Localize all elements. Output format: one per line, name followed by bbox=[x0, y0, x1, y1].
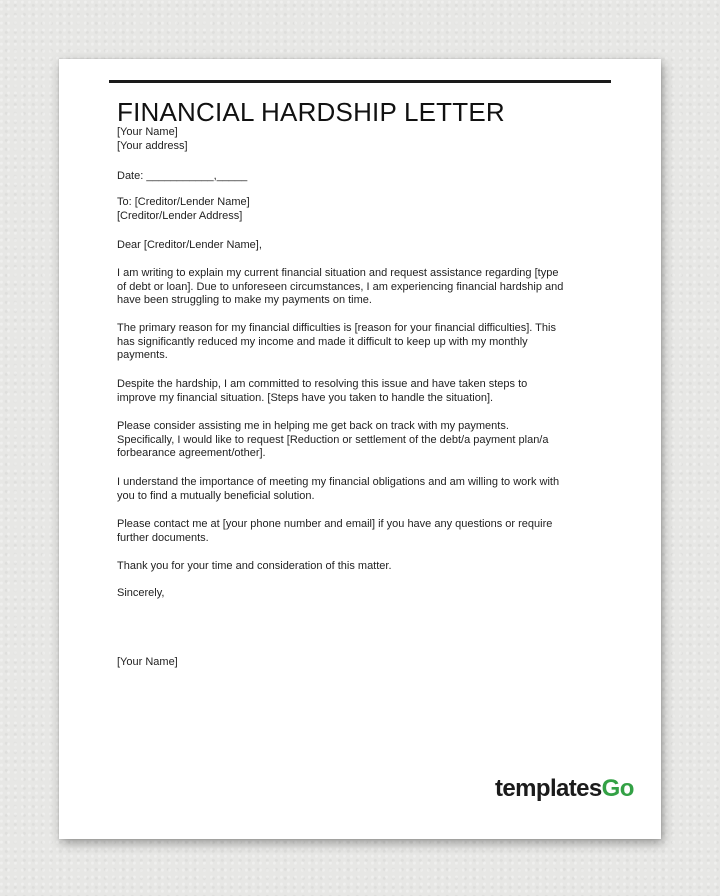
date-field: Date: ___________,_____ bbox=[117, 170, 248, 182]
sender-name: [Your Name] bbox=[117, 126, 178, 138]
sender-address: [Your address] bbox=[117, 139, 188, 152]
sender-block bbox=[117, 126, 603, 153]
letter-page bbox=[59, 59, 661, 839]
logo-wordmark: templates bbox=[495, 775, 602, 802]
paragraph-1: I am writing to explain my current financial situation and request assistance regarding [type of debt or loan]. Due to unforeseen circumstances, I am experiencing financial hardship and have been struggling to make my payments on time. bbox=[117, 267, 564, 306]
top-divider bbox=[109, 80, 611, 83]
letter-title: FINANCIAL HARDSHIP LETTER bbox=[117, 97, 505, 127]
closing: Sincerely, bbox=[117, 587, 165, 599]
signature: [Your Name] bbox=[117, 656, 178, 668]
paragraph-6: Please contact me at [your phone number and email] if you have any questions or require further documents. bbox=[117, 518, 553, 544]
paragraph-5: I understand the importance of meeting my financial obligations and am willing to work with you to find a mutually beneficial solution. bbox=[117, 476, 560, 502]
paragraph-2: The primary reason for my financial difficulties is [reason for your financial difficulties]. This has significantly reduced my income and made it difficult to keep up with my monthly payments. bbox=[117, 322, 556, 361]
recipient-block bbox=[117, 196, 603, 223]
paragraph-4: Please consider assisting me in helping me get back on track with my payments. Specifically, I would like to request [Reduction or settlement of the debt/a payment plan/a forbearance agreement/other]. bbox=[117, 420, 549, 459]
salutation: Dear [Creditor/Lender Name], bbox=[117, 239, 262, 251]
recipient-name: To: [Creditor/Lender Name] bbox=[117, 196, 250, 208]
recipient-address: [Creditor/Lender Address] bbox=[117, 209, 243, 222]
date-line bbox=[117, 170, 603, 184]
paragraph-7: Thank you for your time and consideration of this matter. bbox=[117, 560, 392, 572]
logo-wordmark-accent: Go bbox=[601, 775, 634, 802]
templatesgo-logo bbox=[495, 775, 634, 803]
paragraph-3: Despite the hardship, I am committed to resolving this issue and have taken steps to improve my financial situation. [Steps have you taken to handle the situation]. bbox=[117, 378, 528, 404]
